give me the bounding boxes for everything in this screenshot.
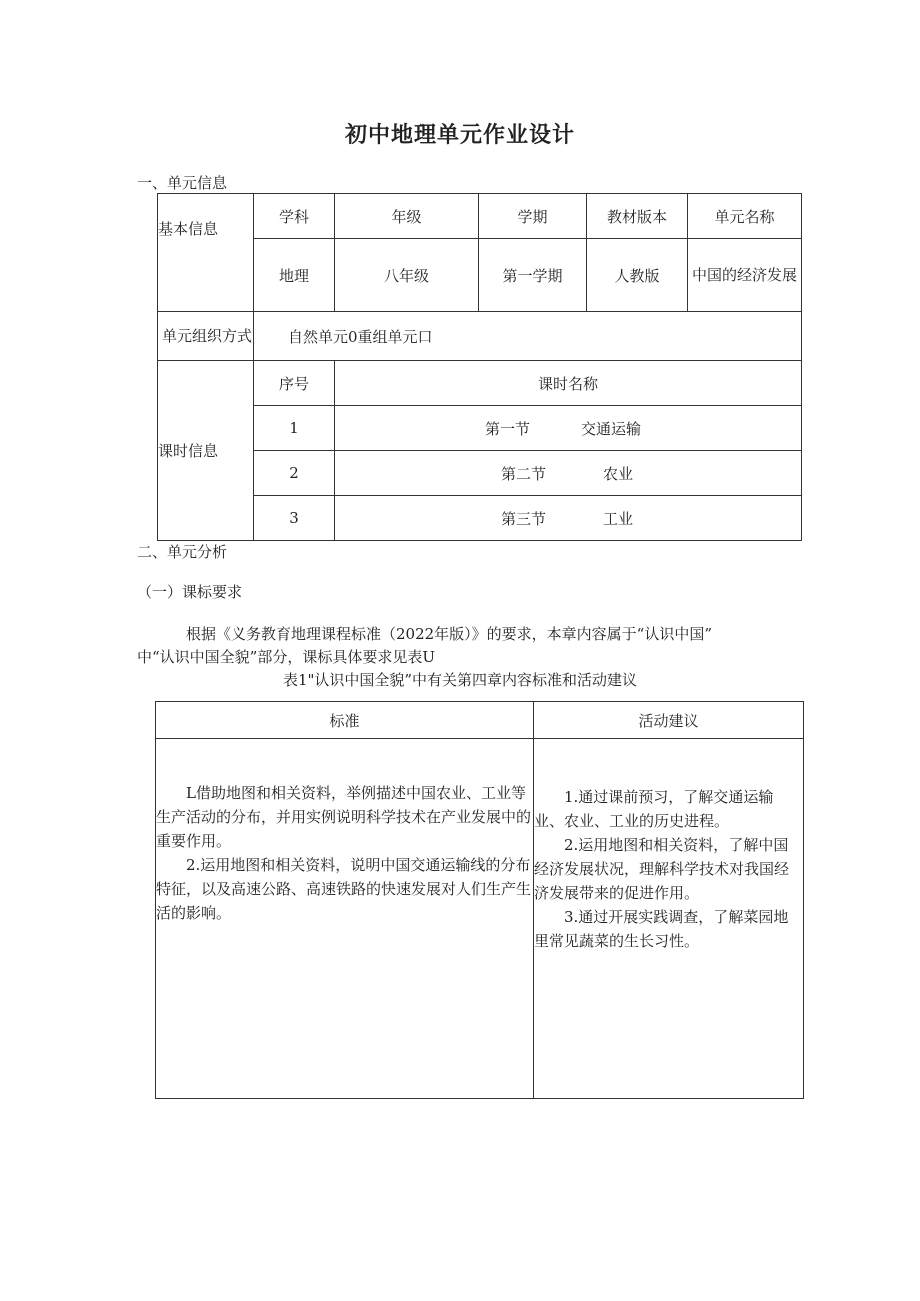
standard-item: 2.运用地图和相关资料，说明中国交通运输线的分布特征，以及高速公路、高速铁路的快速发展对人们生产生活的影响。: [156, 856, 532, 922]
lesson-section: 第二节: [501, 464, 547, 483]
lesson-row: [158, 406, 802, 451]
org-label: 单元组织方式: [158, 312, 254, 361]
lesson-title: 交通运输: [581, 419, 642, 438]
header-standard: 标准: [156, 702, 534, 739]
lesson-name: [335, 406, 802, 451]
lesson-section: 第三节: [501, 509, 547, 528]
activity-item: 3.通过开展实践调查，了解菜园地里常见蔬菜的生长习性。: [534, 908, 789, 950]
page-title: 初中地理单元作业设计: [344, 123, 575, 148]
subsection-curriculum: （一）课标要求: [137, 583, 243, 601]
lesson-row: [158, 451, 802, 496]
intro-paragraph-line2: 中“认识中国全貌”部分，课标具体要求见表U: [137, 648, 435, 666]
header-unit-name: 单元名称: [688, 194, 802, 239]
section-unit-analysis: 二、单元分析: [137, 543, 228, 561]
section-unit-info: 一、单元信息: [137, 174, 228, 192]
lesson-num: 2: [254, 451, 335, 496]
lesson-row: [158, 496, 802, 541]
lesson-title: 农业: [603, 464, 634, 483]
standards-table: [155, 701, 804, 1099]
lesson-num: 3: [254, 496, 335, 541]
lesson-header-num: 序号: [254, 361, 335, 406]
org-value: 自然单元0重组单元口: [254, 312, 802, 361]
lesson-info-label: 课时信息: [158, 361, 254, 541]
lesson-name: [335, 496, 802, 541]
header-grade: 年级: [335, 194, 479, 239]
value-grade: 八年级: [335, 239, 479, 312]
header-subject: 学科: [254, 194, 335, 239]
activity-item: 1.通过课前预习，了解交通运输业、农业、工业的历史进程。: [534, 788, 774, 830]
basic-info-label: 基本信息: [158, 194, 254, 312]
value-subject: 地理: [254, 239, 335, 312]
standard-item: L借助地图和相关资料，举例描述中国农业、工业等生产活动的分布，并用实例说明科学技术在产业发展中的重要作用。: [156, 784, 532, 850]
value-term: 第一学期: [479, 239, 587, 312]
header-textbook: 教材版本: [587, 194, 688, 239]
lesson-title: 工业: [603, 509, 634, 528]
activity-item: 2.运用地图和相关资料，了解中国经济发展状况，理解科学技术对我国经济发展带来的促进作用。: [534, 836, 790, 902]
value-textbook: 人教版: [587, 239, 688, 312]
value-unit-name: 中国的经济发展: [688, 239, 802, 312]
standards-cell: [156, 739, 534, 1099]
lesson-section: 第一节: [485, 419, 531, 438]
table-caption: 表1"认识中国全貌”中有关第四章内容标准和活动建议: [282, 671, 638, 689]
header-term: 学期: [479, 194, 587, 239]
intro-paragraph-line1: 根据《义务教育地理课程标准（2022年版）》的要求，本章内容属于“认识中国”: [186, 625, 713, 643]
unit-info-table: [157, 193, 802, 541]
lesson-num: 1: [254, 406, 335, 451]
header-activity: 活动建议: [534, 702, 804, 739]
lesson-name: [335, 451, 802, 496]
lesson-header-name: 课时名称: [335, 361, 802, 406]
activities-cell: [534, 739, 804, 1099]
